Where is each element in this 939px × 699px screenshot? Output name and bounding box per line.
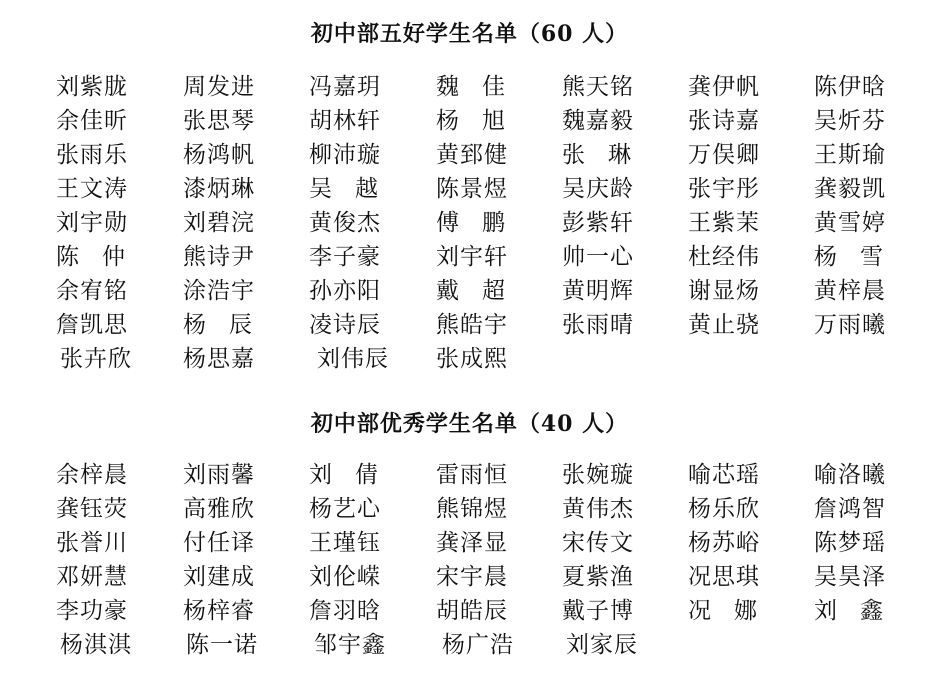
student-name: 王紫茉 (688, 210, 760, 236)
excellent-students-title: 初中部优秀学生名单（40 人） (310, 411, 629, 437)
student-name: 詹鸿智 (814, 496, 886, 522)
student-name: 龚伊帆 (688, 74, 760, 100)
student-name: 杨广浩 (442, 632, 514, 658)
student-name: 黄明辉 (562, 278, 634, 304)
student-name: 张誉川 (56, 530, 128, 556)
student-name: 杜经伟 (688, 244, 760, 270)
name-row (56, 492, 916, 526)
student-name: 王瑾钰 (309, 530, 381, 556)
student-name: 陈景煜 (436, 176, 508, 202)
student-name: 吴炘芬 (814, 108, 886, 134)
name-row (56, 172, 916, 206)
student-name: 王文涛 (56, 176, 128, 202)
student-name: 张婉璇 (562, 462, 634, 488)
student-name: 吴庆龄 (562, 176, 634, 202)
student-name: 陈伊晗 (814, 74, 886, 100)
name-row (56, 526, 916, 560)
name-row (56, 70, 916, 104)
student-name: 刘雨馨 (183, 462, 255, 488)
student-name: 张诗嘉 (688, 108, 760, 134)
student-name: 詹凯思 (56, 312, 128, 338)
student-name: 余宥铭 (56, 278, 128, 304)
student-name: 刘 鑫 (814, 598, 883, 624)
student-name: 李功豪 (56, 598, 128, 624)
student-name: 万俣卿 (688, 142, 760, 168)
student-name: 杨乐欣 (688, 496, 760, 522)
student-name: 陈一诺 (186, 632, 258, 658)
student-name: 喻芯瑶 (688, 462, 760, 488)
student-name: 黄俊杰 (309, 210, 381, 236)
name-row (56, 342, 916, 376)
student-name: 黄雪婷 (814, 210, 886, 236)
student-name: 魏嘉毅 (562, 108, 634, 134)
student-name: 张成熙 (436, 346, 508, 372)
student-name: 刘伦嵘 (309, 564, 381, 590)
student-name: 龚泽显 (436, 530, 508, 556)
name-row (56, 628, 916, 662)
student-name: 吴 越 (309, 176, 378, 202)
student-name: 宋宇晨 (436, 564, 508, 590)
student-name: 戴 超 (436, 278, 505, 304)
student-name: 龚钰荧 (56, 496, 128, 522)
student-name: 张思琴 (183, 108, 255, 134)
student-name: 雷雨恒 (436, 462, 508, 488)
student-name: 胡林轩 (309, 108, 381, 134)
student-name: 余梓晨 (56, 462, 128, 488)
student-name: 周发进 (183, 74, 255, 100)
name-row (56, 138, 916, 172)
student-name: 刘紫胧 (56, 74, 128, 100)
five-good-students-title: 初中部五好学生名单（60 人） (310, 21, 629, 47)
student-name: 凌诗辰 (309, 312, 381, 338)
student-name: 刘碧浣 (183, 210, 255, 236)
student-name: 杨 辰 (183, 312, 252, 338)
student-name: 黄梓晨 (814, 278, 886, 304)
student-name: 熊皓宇 (436, 312, 508, 338)
student-name: 王斯瑜 (814, 142, 886, 168)
excellent-students-name-grid (56, 458, 916, 662)
student-name: 杨艺心 (309, 496, 381, 522)
student-name: 邓妍慧 (56, 564, 128, 590)
name-row (56, 594, 916, 628)
name-row (56, 308, 916, 342)
student-name: 刘 倩 (309, 462, 378, 488)
student-name: 杨苏峪 (688, 530, 760, 556)
student-name: 漆炳琳 (183, 176, 255, 202)
student-name: 刘伟辰 (317, 346, 389, 372)
student-name: 邹宇鑫 (314, 632, 386, 658)
student-name: 陈 仲 (56, 244, 125, 270)
student-name: 熊诗尹 (183, 244, 255, 270)
student-name: 况思琪 (688, 564, 760, 590)
student-name: 刘家辰 (566, 632, 638, 658)
student-name: 刘宇轩 (436, 244, 508, 270)
student-name: 帅一心 (562, 244, 634, 270)
student-name: 杨 雪 (814, 244, 883, 270)
student-name: 詹羽晗 (309, 598, 381, 624)
student-name: 胡皓辰 (436, 598, 508, 624)
student-name: 杨思嘉 (183, 346, 255, 372)
student-name: 孙亦阳 (309, 278, 381, 304)
student-name: 张 琳 (562, 142, 631, 168)
student-name: 万雨曦 (814, 312, 886, 338)
student-name: 喻洛曦 (814, 462, 886, 488)
student-name: 吴昊泽 (814, 564, 886, 590)
student-name: 戴子博 (562, 598, 634, 624)
student-name: 宋传文 (562, 530, 634, 556)
student-name: 傅 鹏 (436, 210, 505, 236)
student-name: 陈梦瑶 (814, 530, 886, 556)
student-name: 熊天铭 (562, 74, 634, 100)
student-name: 柳沛璇 (309, 142, 381, 168)
student-name: 张雨乐 (56, 142, 128, 168)
student-name: 刘宇勋 (56, 210, 128, 236)
student-name: 张宇彤 (688, 176, 760, 202)
name-row (56, 104, 916, 138)
student-name: 熊锦煜 (436, 496, 508, 522)
student-name: 黄郅健 (436, 142, 508, 168)
name-row (56, 560, 916, 594)
name-row (56, 274, 916, 308)
student-name: 黄止骁 (688, 312, 760, 338)
student-name: 刘建成 (183, 564, 255, 590)
five-good-students-name-grid (56, 70, 916, 376)
student-name: 冯嘉玥 (309, 74, 381, 100)
student-name: 杨鸿帆 (183, 142, 255, 168)
student-name: 张雨晴 (562, 312, 634, 338)
student-name: 余佳昕 (56, 108, 128, 134)
student-name: 魏 佳 (436, 74, 505, 100)
name-row (56, 240, 916, 274)
name-row (56, 206, 916, 240)
student-name: 高雅欣 (183, 496, 255, 522)
student-name: 夏紫渔 (562, 564, 634, 590)
student-name: 龚毅凯 (814, 176, 886, 202)
student-name: 张卉欣 (60, 346, 132, 372)
student-name: 黄伟杰 (562, 496, 634, 522)
student-name: 杨淇淇 (60, 632, 132, 658)
name-row (56, 458, 916, 492)
student-name: 彭紫轩 (562, 210, 634, 236)
student-name: 谢显炀 (688, 278, 760, 304)
student-name: 杨梓睿 (183, 598, 255, 624)
student-name: 杨 旭 (436, 108, 505, 134)
student-name: 涂浩宇 (183, 278, 255, 304)
student-name: 付任译 (183, 530, 255, 556)
student-name: 李子豪 (309, 244, 381, 270)
student-name: 况 娜 (688, 598, 757, 624)
